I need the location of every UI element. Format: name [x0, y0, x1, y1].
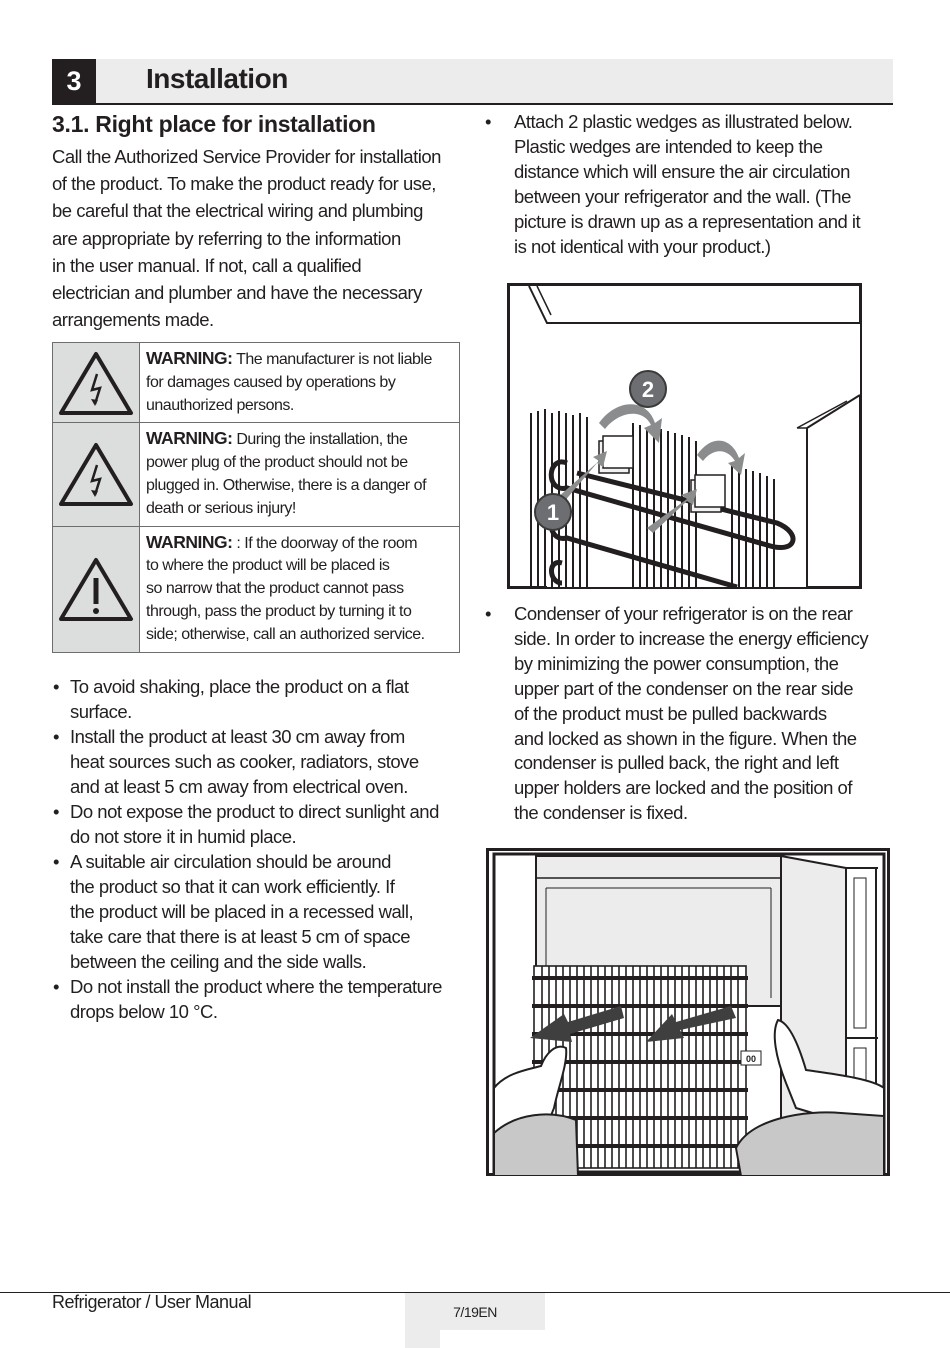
- section-title: 3.1. Right place for installation: [52, 111, 376, 137]
- wedge-instruction: • Attach 2 plastic wedges as illustrated below. Plastic wedges are intended to keep the distance which will ensure the air circulation between your refrigerator and the wall. (The picture is drawn up as a representation and it is not identical with your product.): [485, 111, 861, 257]
- condenser-instruction: • Condenser of your refrigerator is on the rear side. In order to increase the energy efficiency by minimizing the power consumption, the upper part of the condenser on the rear side of the product must be pulled backwards and locked as shown in the figure. When the condenser is pulled back, the right and left upper holders are locked and the position of the condenser is fixed.: [485, 603, 869, 824]
- list-item: • Do not expose the product to direct sunlight and do not store it in humid place.: [52, 799, 472, 849]
- svg-text:00: 00: [745, 1054, 757, 1064]
- page-number-box-tab: [405, 1330, 440, 1348]
- chapter-header: [52, 59, 893, 105]
- warning-table: [52, 342, 460, 653]
- warning-icon-cell: [53, 343, 140, 423]
- warning-text: WARNING: During the installation, the power plug of the product should not be plugged in. Otherwise, there is a danger of death or serious injury!: [140, 423, 460, 526]
- warning-icon-cell: [53, 526, 140, 652]
- warning-label: WARNING:: [146, 531, 233, 552]
- warning-label: WARNING:: [146, 428, 233, 449]
- intro-paragraph: [52, 143, 464, 333]
- chapter-number: 3: [52, 59, 96, 103]
- warning-row: [53, 343, 460, 423]
- list-item: • Do not install the product where the temperature drops below 10 °C.: [52, 974, 472, 1024]
- svg-text:1: 1: [546, 500, 560, 525]
- warning-text: WARNING: : If the doorway of the room to where the product will be placed is so narrow that the product cannot pass through, pass the product by turning it to side; otherwise, call an authorized service.: [140, 526, 460, 652]
- placement-bullet-list: [52, 674, 472, 1024]
- wedge-illustration: [507, 283, 862, 589]
- intro-line: be careful that the electrical wiring and plumbing: [52, 200, 423, 222]
- condenser-illustration: [486, 848, 890, 1176]
- bullet-dot: •: [485, 111, 491, 132]
- warning-label: WARNING:: [146, 348, 233, 368]
- intro-line: Call the Authorized Service Provider for installation: [52, 146, 441, 167]
- list-item: • Install the product at least 30 cm away from heat sources such as cooker, radiators, stove and at least 5 cm away from electrical oven.: [52, 724, 472, 799]
- intro-line: are appropriate by referring to the information: [52, 227, 401, 249]
- intro-line: in the user manual. If not, call a qualified: [52, 254, 362, 276]
- bullet-dot: •: [485, 603, 491, 624]
- step-badge: [535, 494, 571, 530]
- general-warning-icon: [58, 556, 134, 622]
- warning-row: [53, 526, 460, 652]
- warning-icon-cell: [53, 423, 140, 526]
- list-item: • A suitable air circulation should be around the product so that it can work efficiently. If the product will be placed in a recessed wall, take care that there is at least 5 cm of space between the ceiling and the side walls.: [52, 849, 472, 974]
- intro-line: of the product. To make the product ready for use,: [52, 173, 436, 195]
- warning-text: WARNING: The manufacturer is not liable for damages caused by operations by unauthorized persons.: [140, 343, 460, 423]
- warning-row: [53, 423, 460, 526]
- electric-hazard-icon: [58, 350, 134, 416]
- intro-line: arrangements made.: [52, 309, 214, 331]
- step-badge: [630, 371, 666, 407]
- svg-text:2: 2: [641, 377, 655, 402]
- manual-title: Refrigerator / User Manual: [52, 1292, 252, 1312]
- electric-hazard-icon: [58, 441, 134, 507]
- list-item: • To avoid shaking, place the product on a flat surface.: [52, 674, 472, 724]
- page-number: 7/19EN: [453, 1304, 497, 1320]
- intro-line: electrician and plumber and have the necessary: [52, 282, 422, 304]
- chapter-title: Installation: [146, 63, 288, 94]
